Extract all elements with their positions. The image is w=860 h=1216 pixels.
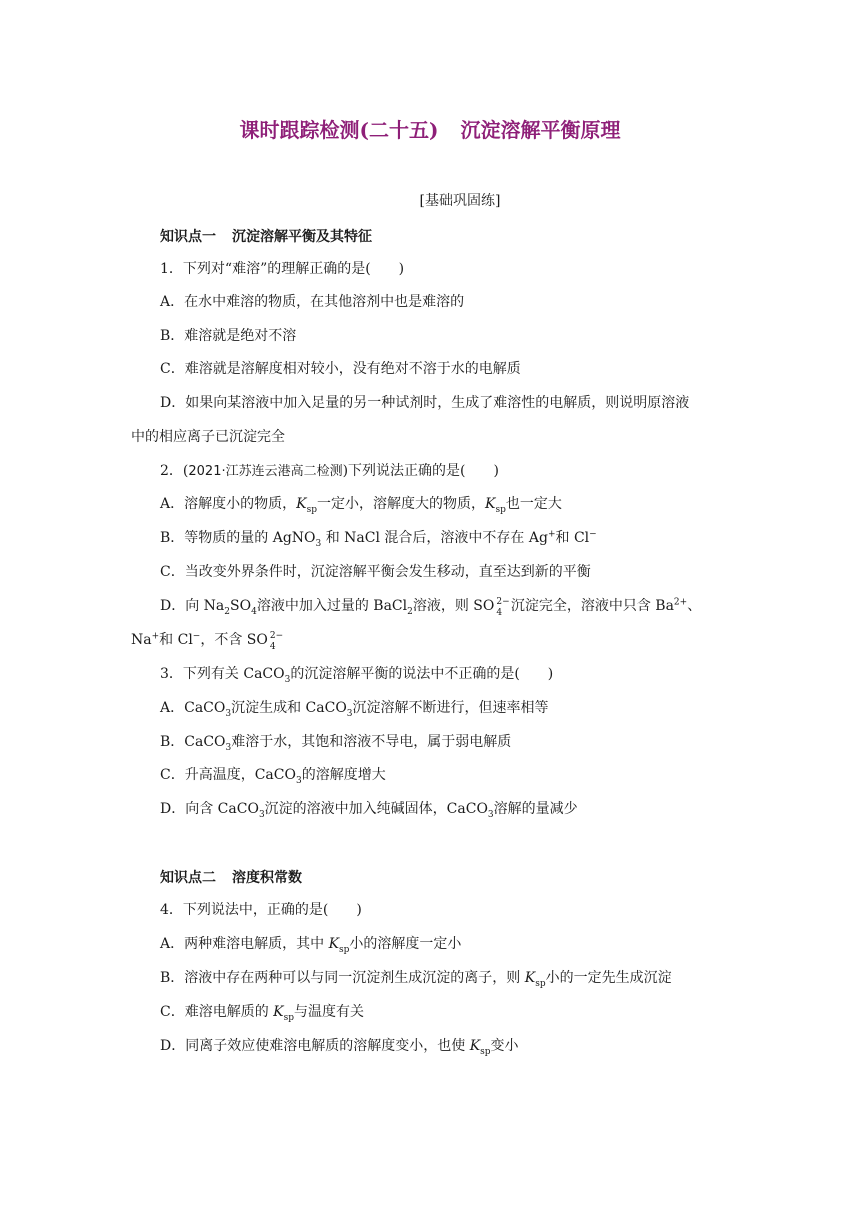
text: 沉淀完全，溶液中只含 Ba: [506, 598, 674, 614]
subscript: 3: [295, 775, 302, 786]
ksp-subscript: sp: [495, 504, 506, 515]
q3-option-c: [160, 765, 740, 785]
text: D．向含 CaCO: [160, 801, 259, 817]
section-heading-1: [160, 226, 372, 246]
ksp-symbol: K: [296, 496, 307, 512]
section-subhead: [基础巩固练]: [419, 193, 501, 209]
sulfate-charge: [494, 597, 510, 618]
ksp-symbol: K: [524, 970, 536, 986]
q3-option-d: [160, 799, 740, 819]
text: 与温度有关: [294, 1004, 365, 1020]
subscript: 3: [487, 809, 494, 820]
q1-option-b: B．难溶就是绝对不溶: [160, 328, 297, 344]
text: 沉淀溶解不断进行，但速率相等: [352, 700, 549, 716]
subscript: 4: [251, 606, 257, 617]
text: 溶解的量减少: [493, 801, 578, 817]
text: 难溶于水，其饱和溶液不导电，属于弱电解质: [231, 734, 512, 750]
text: 一定小，溶解度大的物质，: [316, 496, 485, 512]
text: 和 NaCl 混合后，溶液中不存在 Ag: [321, 530, 548, 546]
ksp-symbol: K: [273, 1004, 284, 1020]
text: B．溶液中存在两种可以与同一沉淀剂生成沉淀的离子，则: [160, 970, 525, 986]
section-2-name: 溶度积常数: [232, 870, 302, 886]
ksp-subscript: sp: [535, 978, 546, 989]
text: D．同离子效应使难溶电解质的溶解度变小，也使: [160, 1038, 470, 1054]
q1-option-a: A．在水中难溶的物质，在其他溶剂中也是难溶的: [160, 294, 465, 310]
q1-option-d-line1: D．如果向某溶液中加入足量的另一种试剂时，生成了难溶性的电解质，则说明原溶液: [160, 395, 690, 411]
q2-option-d-line1: [160, 596, 740, 616]
sulfate-charge: [268, 631, 284, 652]
text: 小的溶解度一定小: [349, 936, 462, 952]
section-1-label: 知识点一: [160, 229, 216, 245]
subscript: 3: [225, 742, 232, 753]
q4-option-d: [160, 1036, 740, 1056]
text: D．向 Na: [160, 598, 225, 614]
section-1-name: 沉淀溶解平衡及其特征: [232, 229, 372, 245]
ksp-subscript: sp: [283, 1012, 295, 1023]
ksp-subscript: sp: [480, 1046, 491, 1057]
subscript: 3: [258, 809, 265, 820]
section-heading-2: [160, 867, 302, 887]
ksp-symbol: K: [328, 936, 340, 952]
ksp-subscript: sp: [306, 504, 317, 515]
subscript: 3: [315, 538, 322, 549]
text: 3．下列有关 CaCO: [160, 666, 285, 682]
q1-option-d-line2: 中的相应离子已沉淀完全: [131, 429, 285, 445]
q1-option-c: C．难溶就是溶解度相对较小，没有绝对不溶于水的电解质: [160, 361, 521, 377]
q2-option-b: [160, 528, 740, 548]
text: B．CaCO: [160, 734, 226, 750]
text: 溶液中加入过量的 BaCl: [256, 598, 408, 614]
q4-option-a: [160, 934, 740, 954]
title-part1: 课时跟踪检测(二十五): [239, 118, 439, 142]
ksp-symbol: K: [484, 496, 496, 512]
q3-stem: [160, 664, 740, 684]
superscript: +: [151, 631, 160, 642]
text: 溶液，则 SO: [412, 598, 495, 614]
q2-option-c: C．当改变外界条件时，沉淀溶解平衡会发生移动，直至达到新的平衡: [160, 564, 591, 580]
text: C．升高温度，CaCO: [160, 767, 296, 783]
title-part2: 沉淀溶解平衡原理: [460, 118, 621, 142]
text: 沉淀的溶液中加入纯碱固体，CaCO: [264, 801, 488, 817]
superscript: 2−: [269, 631, 284, 641]
text: 也一定大: [505, 496, 562, 512]
text: 和 Cl: [555, 530, 590, 546]
q2-number: 2．(: [160, 463, 189, 479]
q2-source: 2021·江苏连云港高二检测: [188, 464, 343, 479]
q4-stem: 4．下列说法中，正确的是( ): [160, 902, 362, 918]
superscript: 2−: [496, 597, 510, 607]
q2-stem-text: )下列说法正确的是( ): [342, 463, 499, 479]
subscript: 2: [224, 606, 231, 617]
ksp-symbol: K: [469, 1038, 481, 1054]
text: 和 Cl: [159, 632, 193, 648]
subscript: 2: [407, 606, 413, 617]
text: C．难溶电解质的: [160, 1004, 274, 1020]
q3-option-b: [160, 732, 740, 752]
q2-option-a: [160, 494, 740, 514]
superscript: −: [192, 631, 201, 642]
subscript: 3: [284, 674, 291, 685]
ksp-subscript: sp: [339, 944, 350, 955]
superscript: +: [547, 529, 556, 540]
text: 沉淀生成和 CaCO: [231, 700, 347, 716]
subscript: 4: [269, 642, 276, 652]
text: 的溶解度增大: [301, 767, 386, 783]
q2-stem: [160, 461, 740, 482]
text: SO: [230, 598, 252, 614]
text: 的沉淀溶解平衡的说法中不正确的是( ): [290, 666, 554, 682]
superscript: −: [589, 529, 597, 540]
q3-option-a: [160, 698, 740, 718]
q4-option-c: [160, 1002, 740, 1022]
subscript: 4: [496, 608, 503, 618]
superscript: 2+: [673, 597, 688, 608]
q4-option-b: [160, 968, 740, 988]
text: 变小: [490, 1038, 519, 1054]
q2-option-d-line2: [131, 630, 711, 650]
text: Na: [131, 632, 152, 648]
q1-stem: 1．下列对“难溶”的理解正确的是( ): [160, 261, 405, 277]
text: A．溶解度小的物质，: [160, 496, 297, 512]
text: A．两种难溶电解质，其中: [160, 936, 329, 952]
text: A．CaCO: [160, 700, 226, 716]
text: 、: [687, 598, 702, 614]
subscript: 3: [225, 708, 232, 719]
section-2-label: 知识点二: [160, 870, 216, 886]
page-title: [0, 114, 860, 143]
subscript: 3: [346, 708, 353, 719]
text: 小的一定先生成沉淀: [545, 970, 672, 986]
text: ，不含 SO: [200, 632, 268, 648]
text: B．等物质的量的 AgNO: [160, 530, 316, 546]
